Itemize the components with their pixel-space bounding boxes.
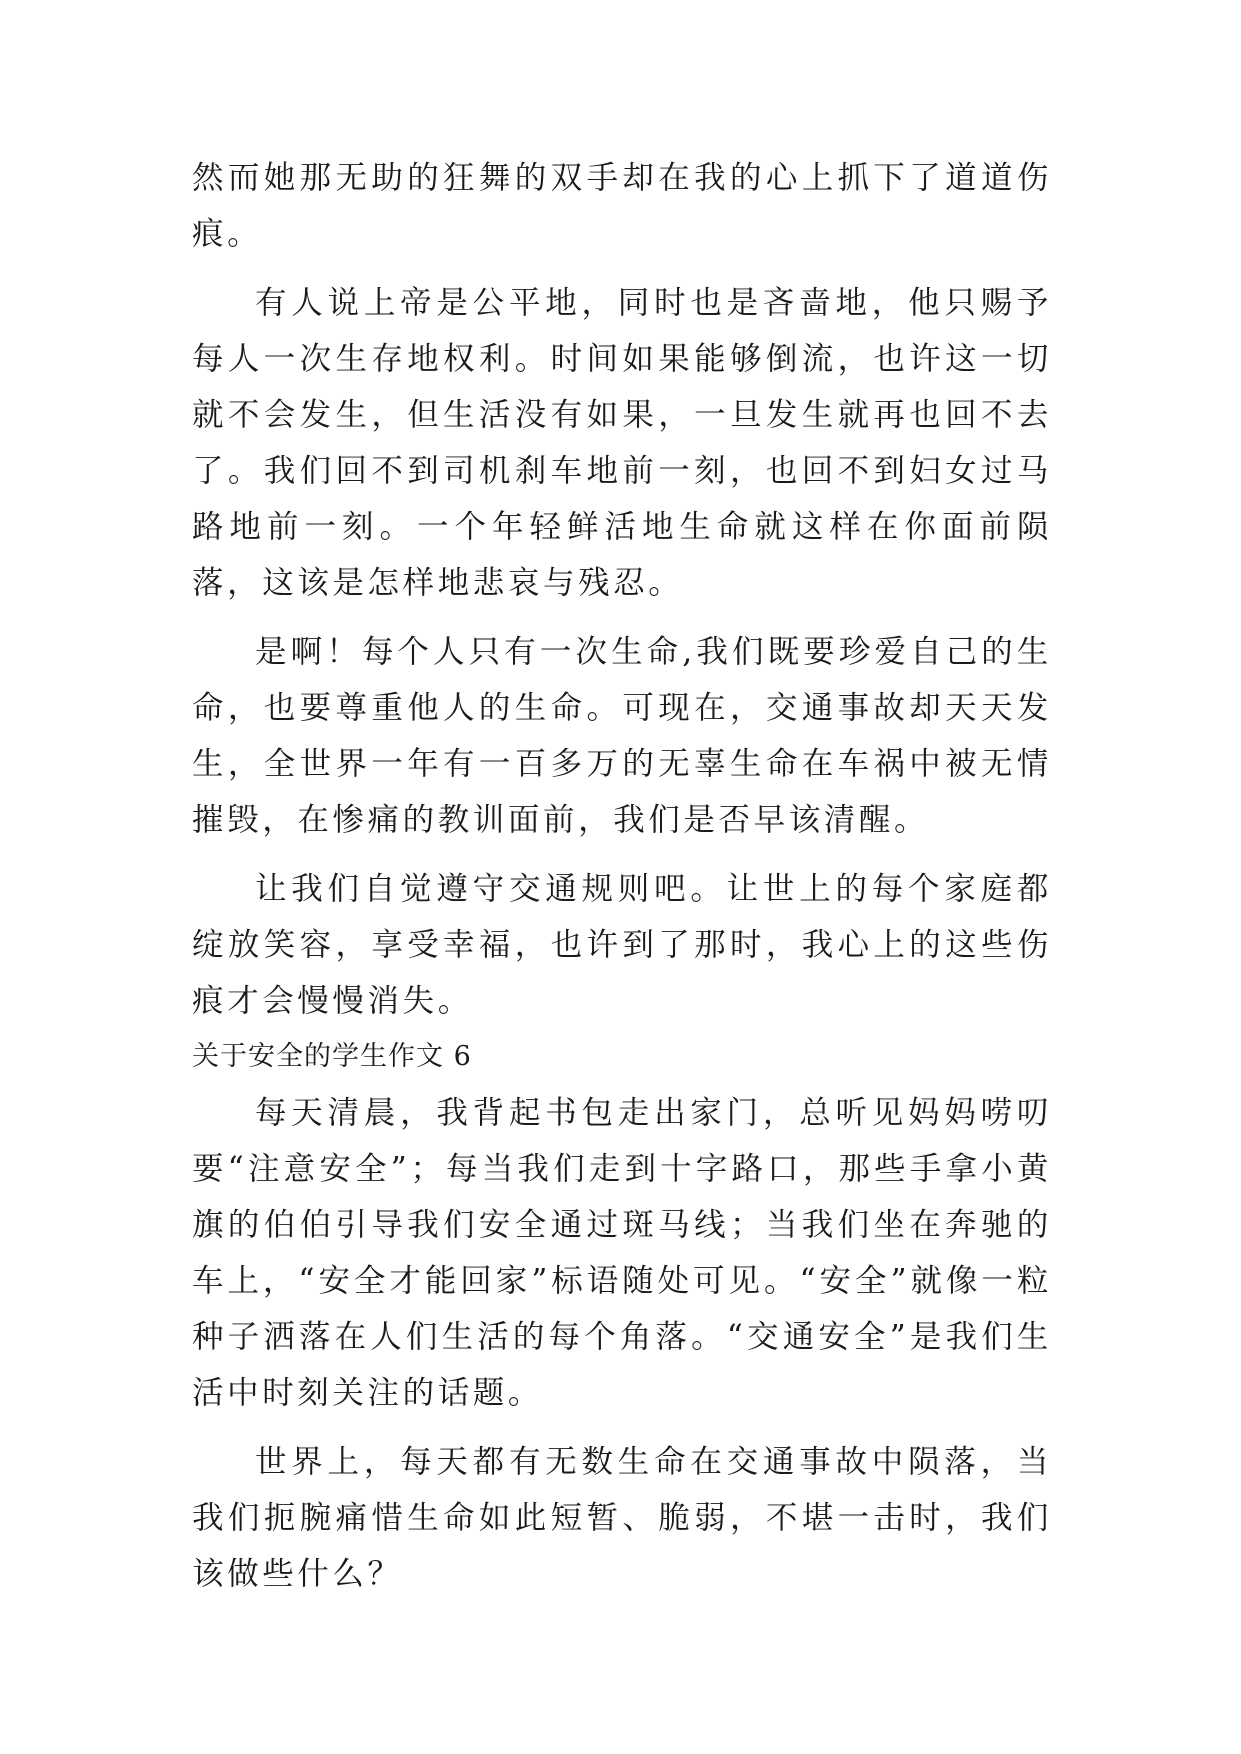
paragraph-what-to-do: 世界上，每天都有无数生命在交通事故中陨落，当我们扼腕痛惜生命如此短暂、脆弱，不堪一击时，我们该做些什么？ xyxy=(192,1444,1052,1592)
section-title: 关于安全的学生作文 6 xyxy=(192,1041,472,1072)
paragraph-obey-rules: 让我们自觉遵守交通规则吧。让世上的每个家庭都绽放笑容，享受幸福，也许到了那时，我心上的这些伤痕才会慢慢消失。 xyxy=(192,871,1052,1019)
paragraph-continuation: 然而她那无助的狂舞的双手却在我的心上抓下了道道伤痕。 xyxy=(192,160,1052,252)
document-page xyxy=(192,150,1052,1602)
paragraph-fairness: 有人说上帝是公平地，同时也是吝啬地，他只赐予每人一次生存地权利。时间如果能够倒流，也许这一切就不会发生，但生活没有如果，一旦发生就再也回不去了。我们回不到司机刹车地前一刻，也回不到妇女过马路地前一刻。一个年轻鲜活地生命就这样在你面前陨落，这该是怎样地悲哀与残忍。 xyxy=(192,285,1052,601)
paragraph-every-morning: 每天清晨，我背起书包走出家门，总听见妈妈唠叨要“注意安全”；每当我们走到十字路口，那些手拿小黄旗的伯伯引导我们安全通过斑马线；当我们坐在奔驰的车上，“安全才能回家”标语随处可见。“安全”就像一粒种子洒落在人们生活的每个角落。“交通安全”是我们生活中时刻关注的话题。 xyxy=(192,1095,1052,1411)
paragraph-respect-life: 是啊！每个人只有一次生命,我们既要珍爱自己的生命，也要尊重他人的生命。可现在，交通事故却天天发生，全世界一年有一百多万的无辜生命在车祸中被无情摧毁，在惨痛的教训面前，我们是否早该清醒。 xyxy=(192,634,1052,838)
